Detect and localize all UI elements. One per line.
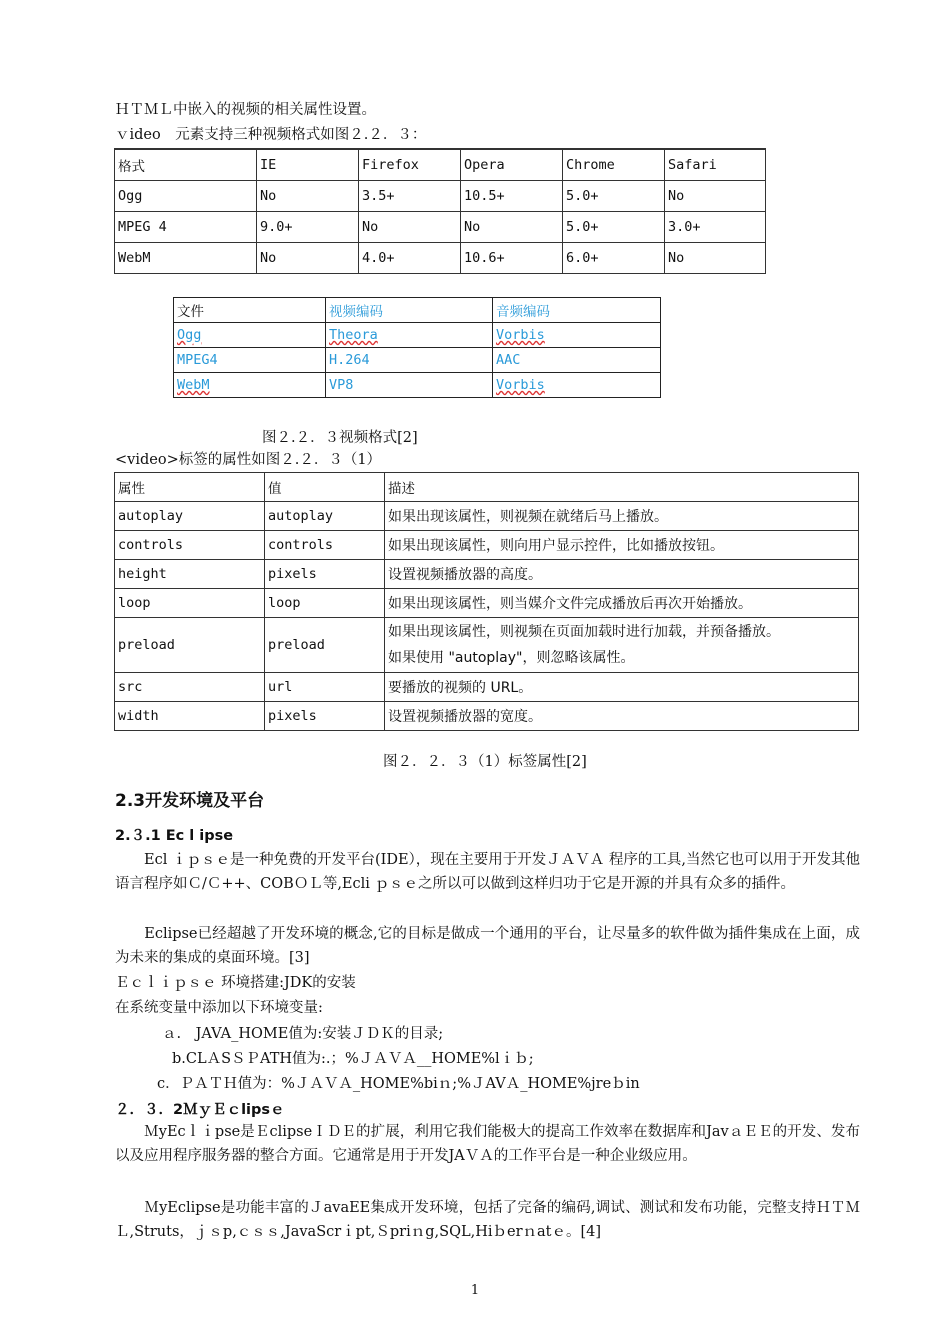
figure-caption-attributes: 图２．２．３（1）标签属性[2]: [383, 754, 587, 770]
video-codec-table: [173, 297, 661, 398]
video-attribute-table: [114, 472, 859, 731]
table-cell: VP8: [326, 373, 493, 398]
table-cell: 9.0+: [257, 212, 359, 243]
attr-intro-line: <video>标签的属性如图２.２．３（1）: [115, 452, 382, 468]
table-cell: 格式: [115, 149, 257, 181]
table-cell: Opera: [461, 149, 563, 181]
table-cell: 10.6+: [461, 243, 563, 274]
intro-line-1: ＨＴＭＬ中嵌入的视频的相关属性设置。: [115, 102, 376, 118]
table-cell: AAC: [493, 348, 661, 373]
table-cell: [385, 618, 859, 673]
table-row: [115, 589, 859, 618]
table-cell: height: [115, 560, 265, 589]
video-format-table: [114, 148, 766, 274]
figure-caption-formats: 图２.２．３视频格式[2]: [262, 430, 418, 446]
env-var-item: c．ＰＡＴＨ值为：%ＪＡＶＡ_HOME%biｎ;%ＪAVＡ_HOME%jreｂin: [157, 1076, 640, 1092]
table-cell: 值: [265, 473, 385, 502]
subsection-title-myeclipse: ２．３．2ＭｙＥｃlipsｅ: [115, 1102, 285, 1118]
table-cell: width: [115, 702, 265, 731]
table-cell: Vorbis: [493, 323, 661, 348]
table-cell: preload: [265, 618, 385, 673]
table-header-row: [115, 473, 859, 502]
table-row: [115, 181, 766, 212]
table-row: [115, 212, 766, 243]
table-cell: Safari: [665, 149, 766, 181]
table-cell: 5.0+: [563, 181, 665, 212]
table-cell: Chrome: [563, 149, 665, 181]
table-cell: 10.5+: [461, 181, 563, 212]
subsection-title-eclipse: 2.３.1 Ec l ipse: [115, 828, 234, 844]
table-cell: autoplay: [115, 502, 265, 531]
table-cell: No: [359, 212, 461, 243]
table-row: [115, 702, 859, 731]
desc-line: 如果使用 "autoplay"，则忽略该属性。: [388, 650, 635, 666]
table-cell: 文件: [174, 298, 326, 323]
table-cell: src: [115, 673, 265, 702]
env-var-item: ａ. JAVA_HOME值为:安装ＪＤＫ的目录;: [162, 1026, 444, 1042]
table-cell: 4.0+: [359, 243, 461, 274]
paragraph: Eclipse已经超越了开发环境的概念,它的目标是做成一个通用的平台，让尽量多的软件做为插件集成在上面，成为未来的集成的桌面环境。[3]: [115, 926, 860, 966]
table-cell: 要播放的视频的 URL。: [385, 673, 859, 702]
table-cell: 如果出现该属性，则当媒介文件完成播放后再次开始播放。: [385, 589, 859, 618]
table-cell: pixels: [265, 702, 385, 731]
section-title: 2.3开发环境及平台: [115, 791, 265, 811]
table-cell: MPEG 4: [115, 212, 257, 243]
table-cell: 如果出现该属性，则视频在就绪后马上播放。: [385, 502, 859, 531]
table-cell: 如果出现该属性，则向用户显示控件，比如播放按钮。: [385, 531, 859, 560]
table-cell: preload: [115, 618, 265, 673]
table-cell: No: [257, 181, 359, 212]
table-cell: MPEG4: [174, 348, 326, 373]
table-row: [174, 323, 661, 348]
table-cell: 视频编码: [326, 298, 493, 323]
table-cell: loop: [115, 589, 265, 618]
table-cell: 3.0+: [665, 212, 766, 243]
table-cell: loop: [265, 589, 385, 618]
table-cell: 音频编码: [493, 298, 661, 323]
table-row: [115, 560, 859, 589]
table-cell: Ogg: [174, 323, 326, 348]
table-cell: No: [257, 243, 359, 274]
table-cell: pixels: [265, 560, 385, 589]
table-row: [174, 373, 661, 398]
env-var-intro: 在系统变量中添加以下环境变量:: [115, 1000, 323, 1016]
table-cell: IE: [257, 149, 359, 181]
table-cell: Vorbis: [493, 373, 661, 398]
table-cell: Ogg: [115, 181, 257, 212]
intro-line-2: ｖideo 元素支持三种视频格式如图２.２．３：: [115, 127, 427, 143]
table-row: [115, 673, 859, 702]
paragraph: Ecl ｉｐｓｅ是一种免费的开发平台(IDE），现在主要用于开发ＪＡＶＡ 程序的工具,当然它也可以用于开发其他语言程序如Ｃ/Ｃ++、COBＯＬ等,Ecli ｐｓｅ之所以可以做到这样归功于它是开源的并具有众多的插件。: [115, 852, 861, 892]
paragraph: ＭyEclipse是功能丰富的ＪavaEE集成开发环境，包括了完备的编码,调试、测试和发布功能，完整支持ＨＴＭＬ,Struts，ｊｓp,ｃｓｓ,JavaScrｉpt,Ｓpriｎg,SQL,Hiｂerｎatｅ。[4]: [115, 1200, 860, 1240]
table-cell: 设置视频播放器的高度。: [385, 560, 859, 589]
env-setup-line: Ｅｃｌｉｐｓｅ 环境搭建:JDK的安装: [115, 975, 356, 991]
table-header-row: [174, 298, 661, 323]
table-cell: 3.5+: [359, 181, 461, 212]
table-cell: 5.0+: [563, 212, 665, 243]
table-cell: WebM: [115, 243, 257, 274]
table-row: [115, 502, 859, 531]
table-cell: No: [665, 181, 766, 212]
table-row: [174, 348, 661, 373]
table-cell: url: [265, 673, 385, 702]
table-cell: autoplay: [265, 502, 385, 531]
desc-line: 如果出现该属性，则视频在页面加载时进行加载，并预备播放。: [388, 624, 780, 640]
table-cell: Theora: [326, 323, 493, 348]
table-cell: 设置视频播放器的宽度。: [385, 702, 859, 731]
table-cell: 6.0+: [563, 243, 665, 274]
table-row: [115, 243, 766, 274]
table-cell: controls: [115, 531, 265, 560]
table-cell: WebM: [174, 373, 326, 398]
table-cell: No: [665, 243, 766, 274]
table-cell: 属性: [115, 473, 265, 502]
page-number: 1: [470, 1283, 480, 1298]
table-row: [115, 618, 859, 673]
table-cell: No: [461, 212, 563, 243]
env-var-item: b.CLＡSＳＰATH值为:.；%ＪＡＶＡ__HOME%lｉｂ;: [172, 1051, 534, 1067]
table-cell: Firefox: [359, 149, 461, 181]
table-cell: controls: [265, 531, 385, 560]
table-cell: 描述: [385, 473, 859, 502]
paragraph: ＭyEcｌｉpse是ＥclipseＩＤＥ的扩展，利用它我们能极大的提高工作效率在数据库和JavａＥＥ的开发、发布以及应用程序服务器的整合方面。它通常是用于开发JAＶＡ的工作平台是一种企业级应用。: [115, 1124, 860, 1164]
table-row: [115, 531, 859, 560]
table-cell: H.264: [326, 348, 493, 373]
table-header-row: [115, 149, 766, 181]
